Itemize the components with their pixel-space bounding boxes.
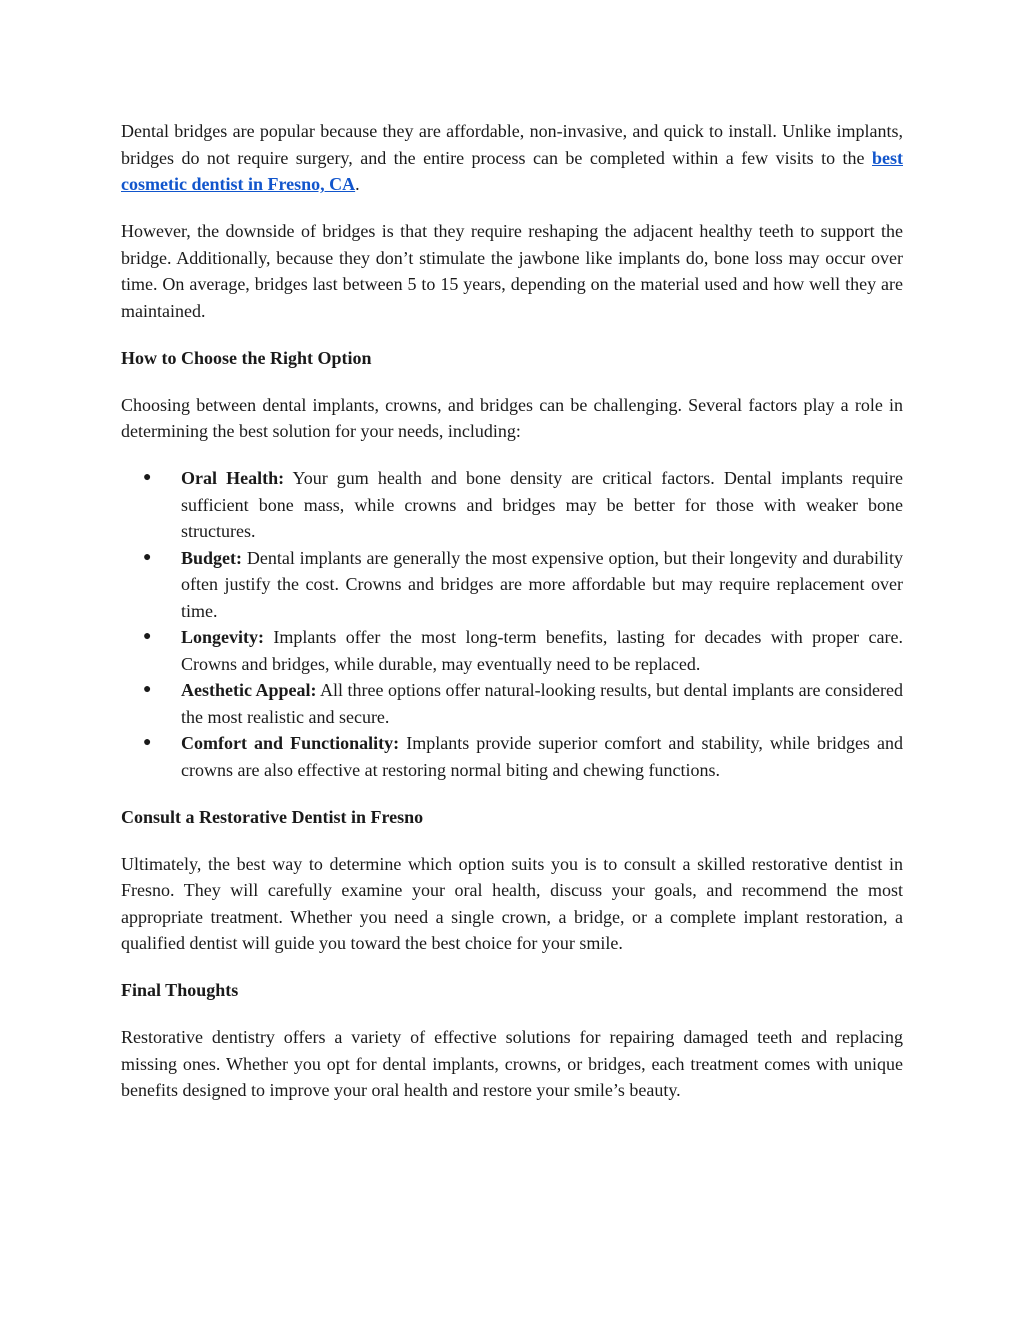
list-item [121,677,903,730]
bullet-icon: ● [143,682,152,697]
bullet-icon: ● [143,549,152,565]
final-paragraph: Restorative dentistry offers a variety of effective solutions for repairing damaged teeth and replacing missing ones. Whether you opt for dental implants, crowns, or bridges, each treatment comes with unique benefits designed to improve your oral health and restore your smile’s beauty. [121,1027,903,1100]
list-item [121,465,903,545]
list-item-text: Your gum health and bone density are critical factors. Dental implants require sufficient bone mass, while crowns and bridges may be better for those with weaker bone structures. [181,468,903,541]
document-page [121,118,903,1124]
list-item-term: Aesthetic Appeal: [181,680,317,700]
list-item [121,624,903,677]
list-item-text: Implants provide superior comfort and stability, while bridges and crowns are also effective at restoring normal biting and chewing functions. [181,733,903,780]
list-item-text: Implants offer the most long-term benefits, lasting for decades with proper care. Crowns and bridges, while durable, may eventually need to be replaced. [181,627,903,674]
list-item [121,545,903,625]
choose-paragraph: Choosing between dental implants, crowns, and bridges can be challenging. Several factors play a role in determining the best solution for your needs, including: [121,394,903,441]
heading-choose-option: How to Choose the Right Option [121,347,372,368]
intro-text-end: . [355,174,360,194]
intro-paragraph [121,118,903,198]
list-item-term: Comfort and Functionality: [181,733,400,753]
bullet-icon: ● [143,629,152,644]
factors-list [121,465,903,783]
bullet-icon: ● [143,470,152,485]
heading-final-thoughts: Final Thoughts [121,980,239,1000]
list-item-term: Longevity: [181,627,264,647]
list-item-term: Budget: [181,547,243,568]
list-item-text: Dental implants are generally the most expensive option, but their longevity and durability often justify the cost. Crowns and bridges are more affordable but may require replacement over time. [181,547,903,621]
bullet-icon: ● [143,735,152,750]
list-item-term: Oral Health: [181,468,285,488]
list-item-text: All three options offer natural-looking results, but dental implants are considered the most realistic and secure. [181,680,904,727]
intro-text: Dental bridges are popular because they are affordable, non-invasive, and quick to install. Unlike implants, bridges do not require surgery, and the entire process can be completed within a few visits to the [121,121,903,168]
heading-consult-dentist: Consult a Restorative Dentist in Fresno [121,806,424,827]
list-item [121,730,903,783]
downside-paragraph: However, the downside of bridges is that they require reshaping the adjacent healthy teeth to support the bridge. Additionally, because they don’t stimulate the jawbone like implants do, bone loss may occur over time. On average, bridges last between 5 to 15 years, depending on the material used and how well they are maintained. [121,221,903,321]
cosmetic-dentist-link[interactable]: best cosmetic dentist in Fresno, CA [121,147,903,194]
consult-paragraph: Ultimately, the best way to determine which option suits you is to consult a skilled restorative dentist in Fresno. They will carefully examine your oral health, discuss your goals, and recommend the most appropriate treatment. Whether you need a single crown, a bridge, or a complete implant restoration, a qualified dentist will guide you toward the best choice for your smile. [121,853,903,953]
